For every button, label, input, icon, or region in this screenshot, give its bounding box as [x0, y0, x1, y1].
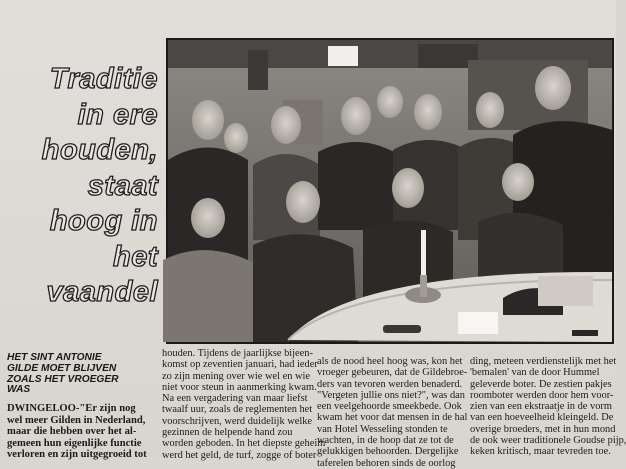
article-line: gelukkigen behoorden. Dergelijke [317, 446, 459, 458]
article-line: komst op zeventien januari, had ieder [162, 359, 318, 371]
article-line: twaalf uur, zoals de reglementen het [162, 404, 313, 416]
article-line: gezinnen de helpende hand zou [162, 427, 293, 439]
article-line: 'bemalen' van de door Hummel [470, 367, 600, 379]
article-column-1 [7, 403, 155, 461]
headline-line: het [113, 240, 158, 273]
article-line: ding, meteen verdienstelijk met het [470, 356, 617, 367]
article-column-3 [317, 356, 468, 469]
headline-line: staat [87, 169, 158, 202]
article-line: worden geboden. In het diepste geheim [162, 438, 326, 450]
article-line: de ook weer traditionele Goudse pijp, [470, 435, 626, 447]
article-line: "Vergeten jullie ons niet?", was dan [317, 389, 465, 401]
article-line: ders van tevoren werden benaderd. [317, 378, 463, 390]
article-line: gemeen hun eigenlijke functie [7, 437, 142, 449]
subheadline [7, 353, 157, 396]
article-line: wel meer Gilden in Nederland, [7, 414, 146, 426]
article-line: een veelgehoorde smeekbede. Ook [317, 401, 462, 413]
headline [0, 62, 158, 311]
article-line: geleverde boter. De zestien pakjes [470, 378, 612, 390]
headline-line: hoog in [49, 205, 158, 237]
headline-line: Traditie [49, 63, 158, 95]
article-line: zien van een ekstraatje in de vorm [470, 401, 612, 413]
article-line: verloren en zijn uitgegroeid tot [7, 449, 147, 461]
headline-line: in ere [77, 98, 158, 131]
group-photo [166, 38, 614, 344]
article-line: wachten, in de hoop dat ze tot de [317, 435, 454, 447]
subheadline-line: HET SINT ANTONIE [7, 352, 102, 363]
dateline: DWINGELOO- [7, 403, 80, 414]
article-line: vroeger gebeuren, dat de Gildebroe- [317, 367, 468, 379]
headline-line: houden, [41, 134, 158, 166]
subheadline-line: ZOALS HET VROEGER [7, 373, 119, 385]
subheadline-line: WAS [7, 384, 31, 396]
article-line: maar die hebben over het al- [7, 426, 137, 438]
article-line: voorschrijven, werd duidelijk welke [162, 415, 313, 427]
subheadline-line: GILDE MOET BLIJVEN [7, 362, 117, 374]
article-line: keken kritisch, maar tevreden toe. [470, 446, 611, 458]
article-line: overige broeders, met in hun mond [470, 423, 616, 435]
article-line: werd het geld, de turf, zogge of boter [162, 449, 317, 461]
article-line: taferelen behoren sinds de oorlog [317, 457, 456, 469]
article-line: niet voor steun in aanmerking kwam. [162, 381, 317, 393]
article-line: roomboter werden door hem voor- [470, 389, 614, 401]
article-line: DWINGELOO-"Er zijn nog [7, 403, 136, 414]
article-line: zo zijn mening over wie wel en wie [162, 370, 311, 382]
article-line: houden. Tijdens de jaarlijkse bijeen- [162, 348, 313, 359]
article-line: van een hoeveelheid kleingeld. De [470, 412, 614, 424]
article-line: kwam het voor dat mensen in de hal [317, 412, 468, 424]
article-column-4 [470, 356, 626, 458]
article-column-2 [162, 348, 326, 461]
article-line: als de nood heel hoog was, kon het [317, 356, 463, 367]
headline-line: vaandel [46, 276, 158, 308]
article-line: Na een vergadering van maar liefst [162, 393, 308, 405]
article-line: van Hotel Wesseling stonden te [317, 423, 448, 435]
